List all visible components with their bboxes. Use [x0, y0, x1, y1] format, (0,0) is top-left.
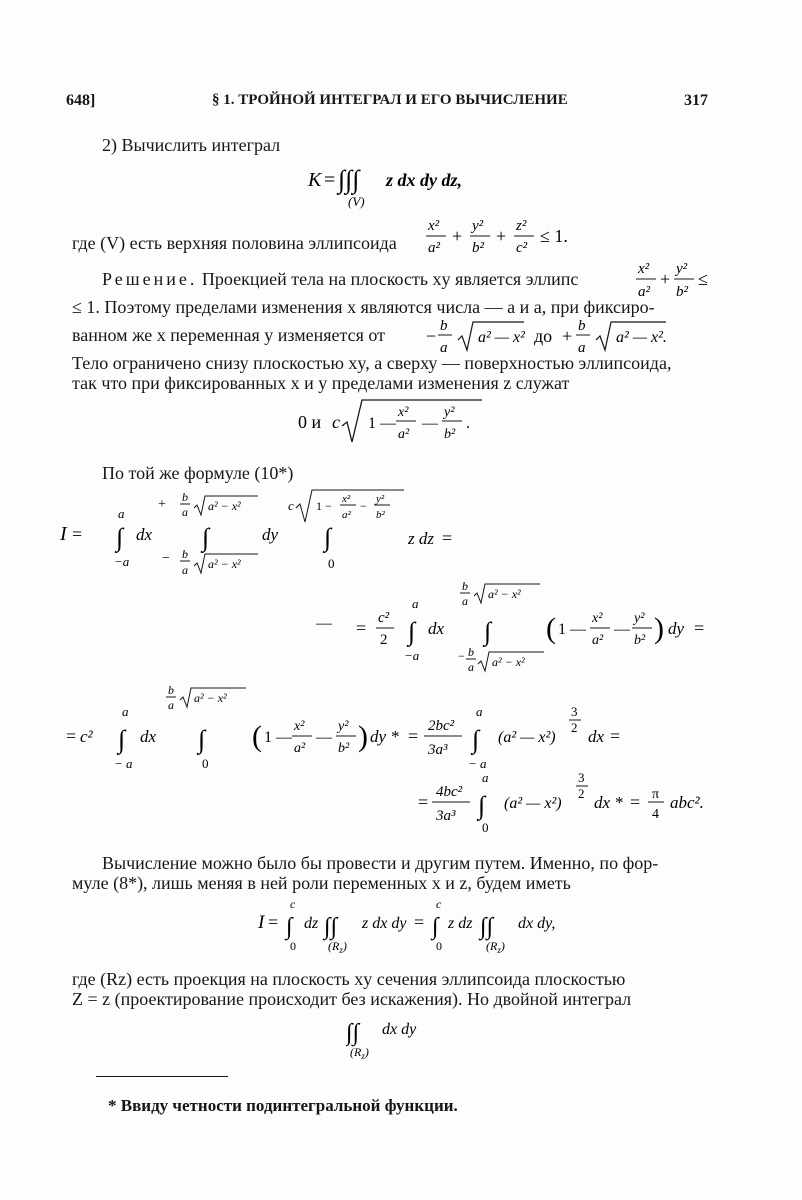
- svg-text:a² − x²: a² − x²: [208, 499, 241, 513]
- svg-text:c: c: [290, 898, 296, 911]
- svg-text:∫: ∫: [472, 725, 480, 754]
- svg-text:b²: b²: [444, 427, 456, 442]
- equation-2: [312, 578, 732, 674]
- same-formula: По той же формуле (10*): [102, 463, 294, 483]
- svg-text:3a³: 3a³: [436, 808, 456, 824]
- svg-text:=: =: [610, 726, 621, 746]
- svg-text:x²: x²: [398, 405, 409, 420]
- solution-line3: ванном же x переменная y изменяется от: [72, 325, 386, 345]
- svg-text:b²: b²: [634, 633, 646, 648]
- svg-text:+: +: [496, 226, 507, 246]
- svg-text:−: −: [458, 649, 465, 663]
- svg-text:a² — x²: a² — x²: [478, 329, 525, 346]
- svg-text:(Rz): $(R_z)$: [486, 939, 505, 955]
- svg-text:b: b: [182, 490, 188, 504]
- svg-text:∫: ∫: [484, 617, 492, 646]
- svg-text:a²: a²: [342, 509, 351, 521]
- svg-text:≤: ≤: [698, 269, 708, 289]
- svg-text:2: 2: [380, 632, 388, 648]
- svg-text:I: I: [258, 912, 265, 933]
- svg-text:K: K: [308, 169, 322, 191]
- svg-text:(V): (V): [348, 194, 365, 209]
- svg-text:a² − x²: a² − x²: [208, 557, 241, 571]
- svg-text:0: 0: [290, 939, 296, 953]
- svg-text:dy: dy: [668, 619, 685, 638]
- svg-text:c²: c²: [80, 727, 93, 746]
- svg-text:(: (: [546, 612, 556, 645]
- svg-text:∫: ∫: [286, 914, 293, 940]
- svg-text:∫∫∫: ∫∫∫: [338, 165, 360, 194]
- svg-text:x²: x²: [428, 218, 440, 234]
- svg-text:+: +: [158, 497, 166, 512]
- svg-text:до: до: [534, 326, 553, 346]
- problem-title: 2) Вычислить интеграл: [102, 135, 281, 155]
- svg-text:y²: y²: [634, 611, 645, 626]
- svg-text:∫: ∫: [432, 914, 439, 940]
- svg-text:dz: dz: [304, 915, 319, 932]
- alt-line2: муле (8*), лишь меняя в ней роли переменных x и z, будем иметь: [72, 873, 571, 893]
- svg-text:a² − x²: a² − x²: [194, 691, 227, 705]
- svg-text:b: b: [462, 579, 468, 593]
- svg-text:a²: a²: [592, 633, 604, 648]
- integral-K: [306, 160, 486, 212]
- svg-text:∫: ∫: [202, 523, 210, 552]
- svg-text:a: a: [578, 340, 586, 356]
- svg-text:=: =: [408, 726, 419, 746]
- page-section-marker: 648]: [66, 92, 96, 109]
- svg-text:=: =: [66, 726, 77, 746]
- svg-text:1 −: 1 −: [316, 499, 332, 513]
- alt-line1: Вычисление можно было бы провести и другим путем. Именно, по фор-: [102, 853, 659, 873]
- integral-K-formula: [306, 160, 486, 212]
- svg-text:4: 4: [652, 807, 659, 822]
- svg-text:a: a: [412, 596, 419, 611]
- svg-text:+: +: [562, 326, 573, 346]
- svg-text:∫: ∫: [324, 523, 332, 552]
- svg-text:dx *: dx *: [594, 793, 623, 812]
- svg-text:∫: ∫: [118, 725, 126, 754]
- svg-text:b²: b²: [472, 240, 484, 256]
- svg-text:0: 0: [482, 820, 489, 835]
- alt-line3: где (Rz) есть проекция на плоскость xy сечения эллипсоида плоскостью: [72, 969, 626, 989]
- alt-line4: Z = z (проектирование происходит без искажения). Но двойной интеграл: [72, 989, 632, 1009]
- svg-text:∫: ∫: [408, 617, 416, 646]
- svg-text:c: c: [332, 412, 340, 432]
- svg-text:z²: z²: [516, 218, 527, 234]
- solution-label: Решение.: [102, 269, 198, 289]
- svg-text:0: 0: [328, 556, 335, 571]
- svg-text:dy: dy: [262, 525, 279, 544]
- svg-text:b: b: [468, 645, 474, 659]
- svg-text:z dz: z dz: [408, 529, 434, 548]
- svg-text:∫: ∫: [198, 725, 206, 754]
- svg-text:(Rz): $(R_z)$: [350, 1045, 369, 1061]
- svg-text:y²: y²: [676, 261, 688, 277]
- svg-text:π: π: [652, 787, 660, 802]
- svg-text:3a³: 3a³: [428, 742, 448, 758]
- svg-text:): ): [358, 720, 368, 753]
- svg-text:b: b: [578, 318, 586, 334]
- svg-text:2bc²: 2bc²: [428, 718, 455, 734]
- svg-text:y²: y²: [376, 493, 385, 505]
- solution-line1: Проекцией тела на плоскость xy является эллипс: [201, 269, 579, 289]
- svg-text:z dz: z dz: [448, 915, 473, 932]
- svg-text:1 —: 1 —: [368, 415, 396, 432]
- footnote: [108, 1096, 458, 1116]
- svg-text:∫∫: ∫∫: [480, 914, 494, 940]
- where-text: где (V) есть верхняя половина эллипсоида: [72, 233, 397, 253]
- svg-text:−: −: [426, 326, 437, 346]
- svg-text:y²: y²: [338, 719, 349, 734]
- svg-text:dy *: dy *: [370, 727, 399, 746]
- svg-text:≤ 1.: ≤ 1.: [540, 226, 568, 246]
- svg-text:∫∫: ∫∫: [324, 914, 338, 940]
- svg-text:a: a: [118, 506, 125, 521]
- svg-text:b: b: [168, 683, 174, 697]
- svg-text:x²: x²: [592, 611, 603, 626]
- svg-text:=: =: [414, 912, 425, 932]
- svg-text:3: 3: [571, 704, 578, 719]
- svg-text:=: =: [418, 792, 429, 812]
- page-number: 317: [684, 92, 708, 109]
- svg-text:∫: ∫: [478, 791, 486, 820]
- footnote-rule: [96, 1076, 228, 1077]
- svg-text:dx dy,: dx dy,: [518, 915, 556, 932]
- svg-text:c: c: [436, 898, 442, 911]
- svg-text:dx: dx: [140, 727, 157, 746]
- svg-text:−: −: [360, 499, 367, 513]
- svg-text:a²: a²: [638, 284, 650, 300]
- svg-text:4bc²: 4bc²: [436, 784, 463, 800]
- z-limits: [296, 396, 506, 448]
- svg-text:z dx dy: z dx dy: [362, 915, 407, 932]
- svg-text:I: I: [60, 523, 67, 545]
- svg-text:dx: dx: [588, 727, 605, 746]
- svg-text:3: 3: [578, 770, 585, 785]
- svg-text:dx dy: dx dy: [382, 1021, 417, 1038]
- svg-text:b: b: [440, 318, 448, 334]
- svg-text:a: a: [168, 698, 174, 712]
- svg-text:a: a: [462, 594, 468, 608]
- svg-text:abc².: abc².: [670, 793, 704, 812]
- svg-text:a: a: [182, 563, 188, 577]
- svg-text:− a: − a: [114, 756, 133, 771]
- running-header: § 1. ТРОЙНОЙ ИНТЕГРАЛ И ЕГО ВЫЧИСЛЕНИЕ: [212, 92, 568, 108]
- svg-text:(a² — x²): (a² — x²): [504, 795, 562, 812]
- double-integral: [346, 1010, 446, 1062]
- svg-text:): ): [654, 612, 664, 645]
- svg-text:=: =: [442, 528, 453, 548]
- svg-text:c: c: [288, 498, 294, 513]
- svg-text:a²: a²: [428, 240, 440, 256]
- svg-text:1 —: 1 —: [264, 729, 292, 746]
- svg-text:a² — x².: a² — x².: [616, 329, 667, 346]
- svg-text:=: =: [356, 618, 367, 638]
- svg-text:x²: x²: [638, 261, 650, 277]
- svg-text:+: +: [452, 226, 463, 246]
- svg-text:a² − x²: a² − x²: [488, 587, 521, 601]
- svg-text:—: —: [316, 729, 332, 746]
- svg-text:0: 0: [202, 756, 209, 771]
- svg-text:−: −: [162, 551, 170, 566]
- solution-line5: так что при фиксированных x и y пределами изменения z служат: [72, 373, 570, 393]
- svg-text:b: b: [182, 547, 188, 561]
- svg-text:x²: x²: [294, 719, 305, 734]
- svg-text:y²: y²: [444, 405, 455, 420]
- alt-formula: [258, 898, 558, 958]
- solution-line4: Тело ограничено снизу плоскостью xy, а сверху — поверхностью эллипсоида,: [72, 353, 672, 373]
- svg-text:y²: y²: [472, 218, 484, 234]
- svg-text:z dx dy dz,: z dx dy dz,: [386, 170, 462, 190]
- svg-text:=: =: [630, 792, 641, 812]
- svg-text:+: +: [660, 269, 671, 289]
- svg-text:a: a: [440, 340, 448, 356]
- ellipsoid-inequality: [424, 212, 594, 262]
- svg-text:x²: x²: [342, 493, 351, 505]
- svg-text:a²: a²: [294, 741, 306, 756]
- footnote-mark: *: [108, 1096, 117, 1115]
- svg-text:=: =: [324, 169, 336, 191]
- svg-text:2: 2: [578, 786, 585, 801]
- svg-text:b²: b²: [338, 741, 350, 756]
- svg-text:a: a: [482, 770, 489, 785]
- svg-text:c²: c²: [378, 610, 390, 626]
- svg-text:—: —: [614, 621, 630, 638]
- equation-4: [418, 766, 718, 836]
- svg-text:0: 0: [436, 939, 442, 953]
- svg-text:1 —: 1 —: [558, 621, 586, 638]
- svg-text:∫: ∫: [116, 523, 124, 552]
- svg-text:a²: a²: [398, 427, 410, 442]
- svg-text:dx: dx: [428, 619, 445, 638]
- svg-text:− a: − a: [468, 756, 487, 771]
- svg-text:—: —: [316, 615, 332, 632]
- svg-text:=: =: [268, 912, 279, 932]
- svg-text:a: a: [476, 704, 483, 719]
- footnote-text: Ввиду четности подинтегральной функции.: [120, 1096, 458, 1115]
- svg-text:(a² — x²): (a² — x²): [498, 729, 556, 746]
- svg-text:=: =: [72, 524, 83, 544]
- svg-text:−a: −a: [404, 648, 420, 663]
- svg-text:(: (: [252, 720, 262, 753]
- svg-text:c²: c²: [516, 240, 528, 256]
- svg-text:a² − x²: a² − x²: [492, 655, 525, 669]
- solution-line2: ≤ 1. Поэтому пределами изменения x являются числа — a и a, при фиксиро-: [72, 297, 655, 317]
- svg-text:a: a: [122, 704, 129, 719]
- svg-text:b²: b²: [376, 509, 385, 521]
- svg-text:b²: b²: [676, 284, 688, 300]
- svg-text:a: a: [182, 505, 188, 519]
- svg-text:.: .: [466, 415, 470, 432]
- svg-text:dx: dx: [136, 525, 153, 544]
- svg-text:∫∫: ∫∫: [346, 1020, 360, 1046]
- equation-1: [58, 488, 478, 580]
- svg-text:a: a: [468, 660, 474, 674]
- svg-text:—: —: [422, 415, 438, 432]
- svg-text:(Rz): $(R_z)$: [328, 939, 347, 955]
- svg-text:=: =: [694, 618, 705, 638]
- svg-text:2: 2: [571, 720, 578, 735]
- svg-text:−a: −a: [114, 554, 130, 569]
- svg-text:0 и: 0 и: [298, 412, 322, 432]
